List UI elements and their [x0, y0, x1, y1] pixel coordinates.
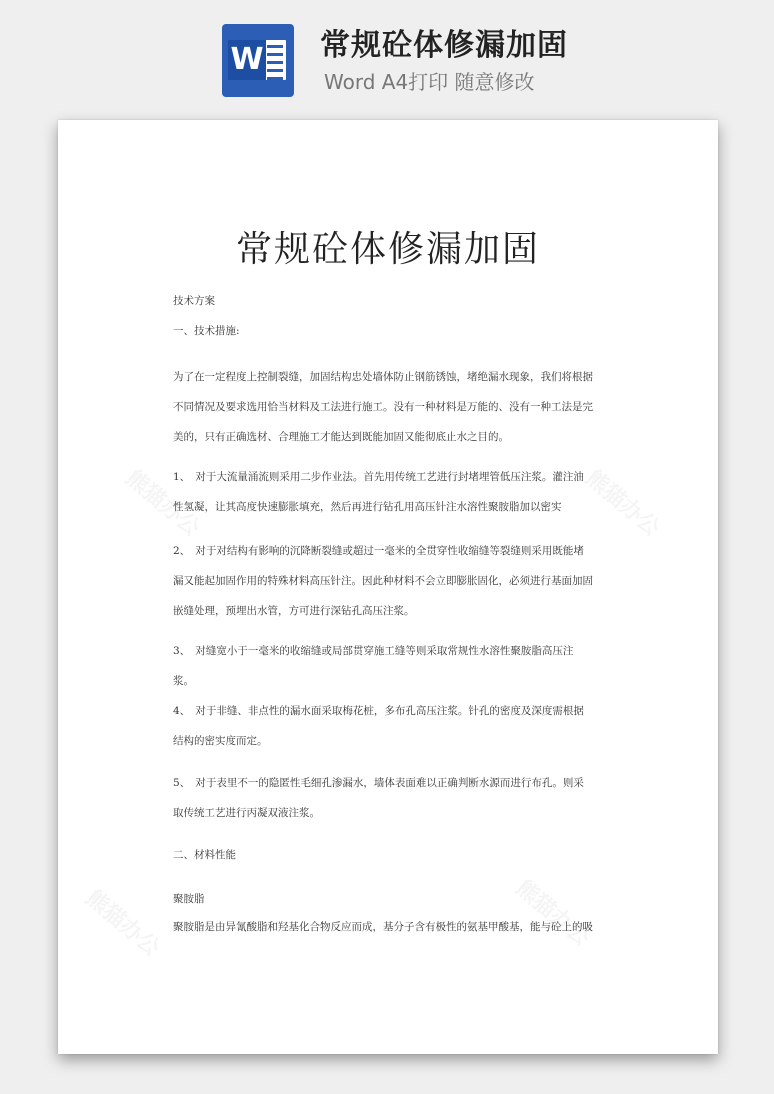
- paragraph-line: 结构的密实度而定。: [173, 735, 268, 747]
- paragraph-line: 1、 对于大流量涌流则采用二步作业法。首先用传统工艺进行封堵埋管低压注浆。灌注油: [173, 471, 584, 483]
- paragraph-line: 性氢凝，让其高度快速膨胀填充，然后再进行钻孔用高压针注水溶性聚胺脂加以密实: [173, 501, 562, 513]
- paragraph-line: 漏又能起加固作用的特殊材料高压针注。因此种材料不会立即膨胀固化，必须进行基面加固: [173, 575, 593, 587]
- paragraph-line: 3、 对缝宽小于一毫米的收缩缝或局部贯穿施工缝等则采取常规性水溶性聚胺脂高压注: [173, 645, 574, 657]
- document-page: [58, 120, 718, 1054]
- paragraph-line: 美的，只有正确选材、合理施工才能达到既能加固又能彻底止水之目的。: [173, 431, 509, 443]
- paragraph-line: 不同情况及要求选用恰当材料及工法进行施工。没有一种材料是万能的、没有一种工法是完: [173, 401, 593, 413]
- paragraph-line: 5、 对于表里不一的隐匿性毛细孔渗漏水，墙体表面难以正确判断水源而进行布孔。则采: [173, 777, 584, 789]
- paragraph-line: 聚胺脂是由异氰酸脂和羟基化合物反应而成，基分子含有极性的氨基甲酸基，能与砼上的吸: [173, 921, 593, 933]
- subsection-heading: 聚胺脂: [173, 893, 205, 905]
- paragraph-line: 为了在一定程度上控制裂缝，加固结构忠处墙体防止钢筋锈蚀，堵绝漏水现象，我们将根据: [173, 371, 593, 383]
- watermark: [79, 885, 164, 963]
- paragraph-line: 4、 对于非缝、非点性的漏水面采取梅花桩，多布孔高压注浆。针孔的密度及深度需根据: [173, 705, 584, 717]
- document-lines-icon: [264, 40, 286, 80]
- section-heading: 一、技术措施:: [173, 325, 240, 337]
- header-banner: [0, 0, 774, 110]
- banner-subtitle: Word A4打印 随意修改: [324, 70, 535, 94]
- section-heading: 二、材料性能: [173, 849, 236, 861]
- paragraph-line: 取传统工艺进行丙凝双液注浆。: [173, 807, 320, 819]
- paragraph-line: 嵌缝处理，预埋出水管，方可进行深钻孔高压注浆。: [173, 605, 415, 617]
- banner-title: 常规砼体修漏加固: [320, 28, 568, 63]
- section-heading: 技术方案: [173, 295, 215, 307]
- word-letter: W: [228, 40, 266, 80]
- word-logo-icon: [222, 24, 294, 97]
- paragraph-line: 2、 对于对结构有影响的沉降断裂缝或超过一毫米的全贯穿性收缩缝等裂缝则采用既能堵: [173, 545, 584, 557]
- document-title: 常规砼体修漏加固: [235, 229, 540, 270]
- paragraph-line: 浆。: [173, 675, 194, 687]
